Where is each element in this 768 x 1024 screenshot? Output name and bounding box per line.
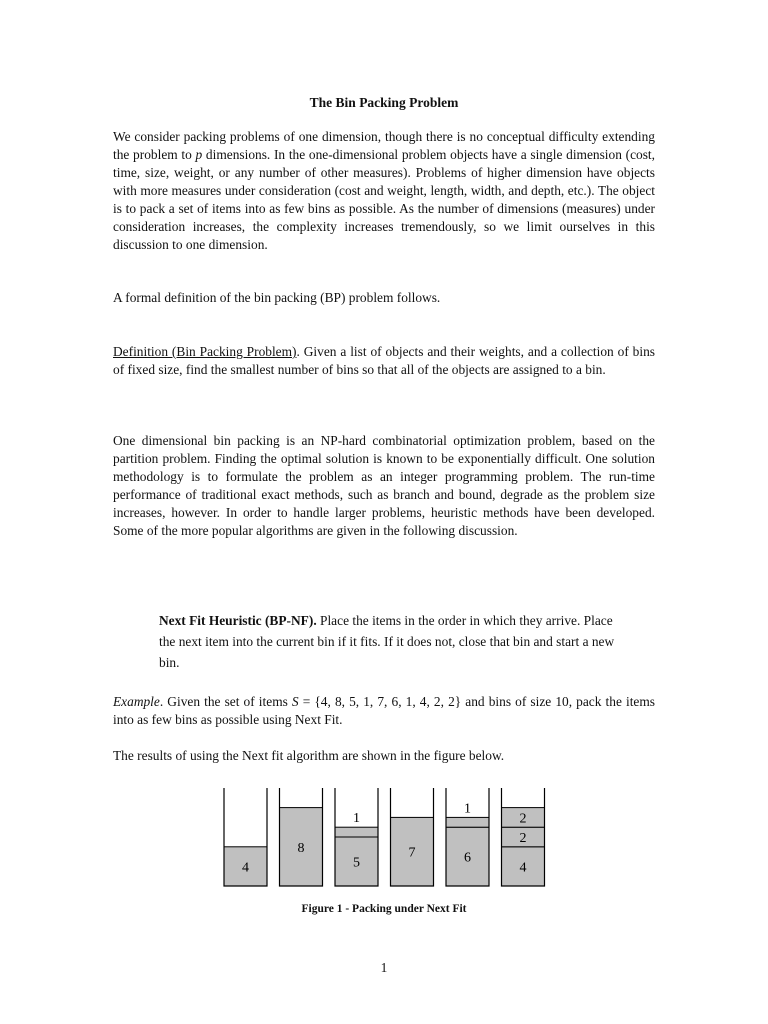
bin-6	[502, 788, 545, 886]
example-text-2: = {4, 8, 5, 1, 7, 6, 1, 4, 2, 2} and bins of size 10, pack the items into as few bins as possible using Next Fit.	[113, 694, 655, 727]
intro-var-p: p	[195, 147, 203, 162]
bin-1	[224, 788, 267, 886]
bin-6-item-1-label: 4	[519, 860, 527, 876]
bin-5	[446, 788, 489, 886]
bin-4-item-1-label: 7	[408, 845, 416, 861]
intro-paragraph	[113, 128, 655, 254]
intro-text-1: We consider packing problems of one dimension, though there is no conceptual difficulty extending the problem to	[113, 129, 655, 162]
bin-6-item-3-label: 2	[519, 811, 527, 827]
definition-text: . Given a list of objects and their weights, and a collection of bins of fixed size, find the smallest number of bins so that all of the objects are assigned to a bin.	[113, 344, 655, 377]
results-paragraph: The results of using the Next fit algorithm are shown in the figure below.	[113, 748, 505, 763]
bin-4	[391, 788, 434, 886]
example-text-1: . Given the set of items	[159, 694, 292, 709]
next-fit-paragraph	[159, 610, 629, 673]
bin-3-item-1-label: 5	[353, 855, 360, 871]
intro-text-2: dimensions. In the one-dimensional problem objects have a single dimension (cost, time, size, weight, or any number of other measures). Problems of higher dimension have objects with more measures under consideration (cost and weight, length, width, and depth, etc.). The object is to pack a set of items into as few bins as possible. As the number of dimensions (measures) under consideration increases, the complexity increases tremendously, so we limit ourselves in this discussion to one dimension.	[113, 147, 655, 252]
next-fit-heading: Next Fit Heuristic (BP-NF).	[159, 613, 317, 628]
definition-term: Definition (Bin Packing Problem)	[113, 344, 297, 359]
figure-caption: Figure 1 - Packing under Next Fit	[301, 903, 467, 915]
bin-2	[280, 788, 323, 886]
next-fit-figure	[220, 786, 550, 890]
formal-definition-paragraph: A formal definition of the bin packing (BP) problem follows.	[113, 290, 441, 305]
page-title: The Bin Packing Problem	[309, 95, 459, 110]
next-fit-text: Place the items in the order in which they arrive. Place the next item into the current bin if it fits. If it does not, close that bin and start a new bin.	[159, 613, 615, 670]
bin-2-item-1-label: 8	[297, 840, 305, 856]
page-number: 1	[380, 960, 388, 975]
bin-5-item-2-label: 1	[464, 801, 471, 817]
bin-1-item-1-label: 4	[242, 860, 249, 876]
bin-3	[335, 788, 378, 886]
example-label: Example	[113, 694, 160, 709]
bin-5-item-1-label: 6	[464, 850, 471, 866]
bin-3-item-2	[335, 827, 378, 837]
np-hard-paragraph: One dimensional bin packing is an NP-hard combinatorial optimization problem, based on the partition problem. Finding the optimal solution is known to be exponentially difficult. One solution methodology is to formulate the problem as an integer programming problem. The run-time performance of traditional exact methods, such as branch and bound, degrade as the problem size increases, however. In order to handle larger problems, heuristic methods have been developed. Some of the more popular algorithms are given in the following discussion.	[113, 433, 655, 538]
example-paragraph	[113, 693, 655, 729]
bin-6-item-2-label: 2	[519, 831, 527, 846]
bin-3-item-2-label: 1	[353, 811, 360, 827]
bin-5-item-2	[446, 817, 489, 827]
example-var-s: S	[291, 694, 299, 709]
definition-paragraph	[113, 343, 655, 379]
